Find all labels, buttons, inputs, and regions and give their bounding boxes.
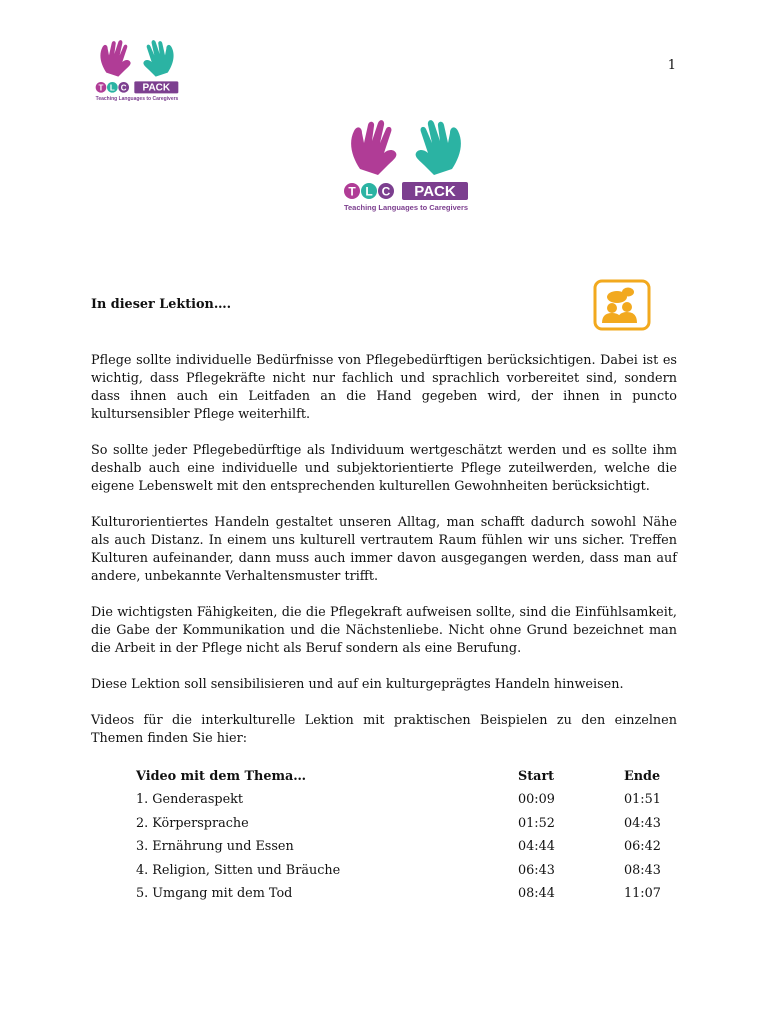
paragraph: Pflege sollte individuelle Bedürfnisse von Pflegebedürftigen berücksichtigen. Dabei ist es wichtig, dass Pflegekräfte nicht nur fachlich und sprachlich vorbereitet sind, sondern dass ihnen auch ein Leitfaden an die Hand gegeben wird, der ihnen in puncto kultursensibler Pflege weiterhilft.: [91, 353, 677, 422]
page-number: 1: [667, 58, 676, 73]
tlc-pack-logo-small: [90, 38, 184, 102]
svg-text:T: T: [98, 83, 104, 93]
video-end: 06:42: [624, 839, 661, 855]
svg-text:L: L: [365, 184, 373, 199]
video-end: 11:07: [624, 886, 661, 902]
video-start: 06:43: [518, 862, 555, 878]
svg-text:C: C: [381, 184, 391, 199]
table-header-row: [136, 764, 676, 788]
video-topic: 2. Körpersprache: [136, 815, 249, 831]
paragraph: Diese Lektion soll sensibilisieren und auf ein kulturgeprägtes Handeln hinweisen.: [91, 677, 624, 692]
video-topic: 4. Religion, Sitten und Bräuche: [136, 862, 341, 878]
lesson-content: [91, 296, 677, 766]
svg-text:Teaching Languages to Caregive: Teaching Languages to Caregivers: [95, 96, 179, 102]
svg-text:PACK: PACK: [142, 82, 171, 94]
paragraph: Kulturorientiertes Handeln gestaltet unseren Alltag, man schafft dadurch sowohl Nähe als auch Distanz. In einem uns kulturell vertrautem Raum fühlen wir uns sicher. Treffen Kulturen aufeinander, dann muss auch immer davon ausgegangen werden, dass man auf andere, unbekannte Verhaltensmuster trifft.: [91, 515, 677, 584]
video-topic: 5. Umgang mit dem Tod: [136, 886, 293, 902]
column-header-topic: Video mit dem Thema…: [136, 768, 307, 784]
video-topic: 1. Genderaspekt: [136, 792, 244, 808]
lesson-heading: In dieser Lektion….: [91, 297, 232, 312]
table-row: [136, 882, 676, 906]
table-row: [136, 788, 676, 812]
paragraph: So sollte jeder Pflegebedürftige als Individuum wertgeschätzt werden und es sollte ihm deshalb auch eine individuelle und subjektorientierte Pflege zuteilwerden, welche die eigene Lebenswelt mit den entsprechenden kulturellen Gewohnheiten berücksichtigt.: [91, 443, 677, 494]
table-row: [136, 859, 676, 883]
svg-text:L: L: [109, 83, 115, 93]
tlc-pack-logo-large: [338, 117, 474, 213]
paragraph: Die wichtigsten Fähigkeiten, die die Pflegekraft aufweisen sollte, sind die Einfühlsamkeit, die Gabe der Kommunikation und die Nächstenliebe. Nicht ohne Grund bezeichnet man die Arbeit in der Pflege nicht als Beruf sondern als eine Berufung.: [91, 605, 677, 656]
video-topic: 3. Ernährung und Essen: [136, 839, 294, 855]
table-row: [136, 835, 676, 859]
video-end: 04:43: [624, 815, 661, 831]
column-header-start: Start: [518, 768, 555, 784]
svg-text:Teaching Languages to Caregive: Teaching Languages to Caregivers: [343, 203, 469, 212]
svg-text:T: T: [348, 184, 356, 199]
video-start: 04:44: [518, 839, 555, 855]
paragraph: Videos für die interkulturelle Lektion mit praktischen Beispielen zu den einzelnen Themen finden Sie hier:: [91, 713, 677, 746]
svg-text:PACK: PACK: [414, 183, 456, 200]
svg-text:C: C: [120, 83, 127, 93]
video-end: 01:51: [624, 792, 661, 808]
video-start: 08:44: [518, 886, 555, 902]
video-start: 00:09: [518, 792, 555, 808]
table-row: [136, 812, 676, 836]
column-header-end: Ende: [624, 768, 661, 784]
video-end: 08:43: [624, 862, 661, 878]
video-table: [136, 764, 676, 906]
video-start: 01:52: [518, 815, 555, 831]
